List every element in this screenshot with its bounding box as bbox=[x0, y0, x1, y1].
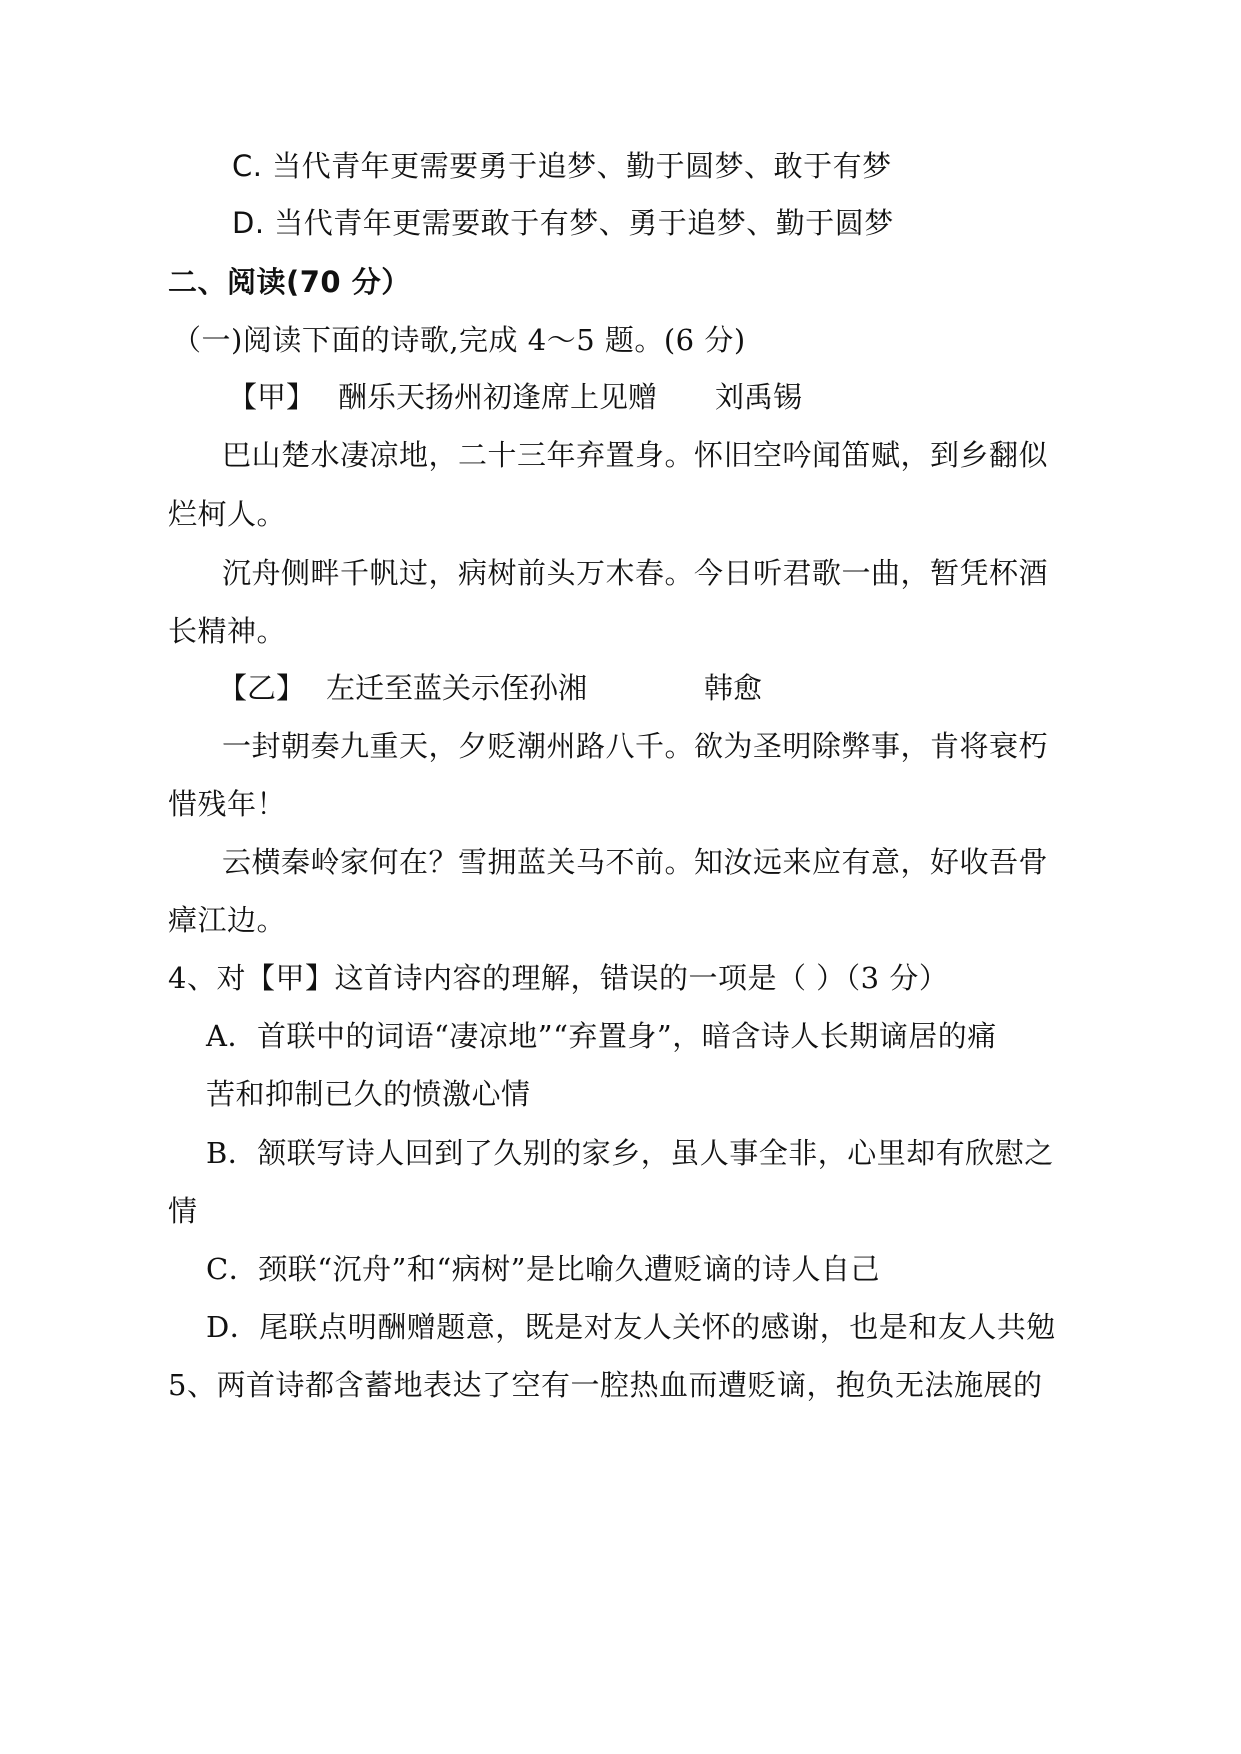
question4-option-c: C．颈联“沉舟”和“病树”是比喻久遭贬谪的诗人自己 bbox=[206, 1252, 880, 1286]
poem-yi-stanza2-line1: 云横秦岭家何在？雪拥蓝关马不前。知汝远来应有意，好收吾骨 bbox=[222, 845, 1049, 879]
subsection-intro: （一)阅读下面的诗歌,完成 4～5 题。(6 分) bbox=[172, 323, 746, 357]
option-c-prev: C. 当代青年更需要勇于追梦、勤于圆梦、敢于有梦 bbox=[232, 149, 892, 183]
question4-option-b-line1: B．颔联写诗人回到了久别的家乡，虽人事全非，心里却有欣慰之 bbox=[206, 1136, 1054, 1170]
poem-jia-stanza2-line1: 沉舟侧畔千帆过，病树前头万木春。今日听君歌一曲，暂凭杯酒 bbox=[222, 556, 1049, 590]
question4-option-d: D．尾联点明酬赠题意，既是对友人关怀的感谢，也是和友人共勉 bbox=[206, 1310, 1056, 1344]
poem-yi-stanza2-line2: 瘴江边。 bbox=[168, 903, 287, 937]
poem-yi-stanza1-line2: 惜残年！ bbox=[168, 787, 287, 821]
poem-jia-marker: 【甲】 bbox=[228, 380, 316, 414]
poem-jia-stanza1-line1: 巴山楚水凄凉地，二十三年弃置身。怀旧空吟闻笛赋，到乡翻似 bbox=[222, 438, 1049, 472]
poem-jia-stanza1-line2: 烂柯人。 bbox=[168, 497, 287, 531]
question4-option-a-line2: 苦和抑制已久的愤激心情 bbox=[206, 1077, 531, 1111]
question4-stem: 4、对【甲】这首诗内容的理解，错误的一项是（ ）（3 分） bbox=[168, 961, 949, 995]
question5-stem: 5、两首诗都含蓄地表达了空有一腔热血而遭贬谪，抱负无法施展的 bbox=[168, 1368, 1043, 1402]
question4-option-a-line1: A．首联中的词语“凄凉地”“弃置身”，暗含诗人长期谪居的痛 bbox=[206, 1019, 997, 1053]
poem-yi-author: 韩愈 bbox=[704, 671, 763, 705]
section-heading: 二、阅读(70 分） bbox=[168, 265, 411, 299]
poem-yi-title: 左迁至蓝关示侄孙湘 bbox=[326, 671, 588, 705]
option-d-prev: D. 当代青年更需要敢于有梦、勇于追梦、勤于圆梦 bbox=[232, 206, 894, 240]
poem-jia-stanza2-line2: 长精神。 bbox=[168, 614, 287, 648]
poem-yi-marker: 【乙】 bbox=[218, 671, 306, 705]
poem-jia-title: 酬乐天扬州初逢席上见赠 bbox=[338, 380, 658, 414]
question4-option-b-line2: 情 bbox=[168, 1194, 198, 1228]
poem-jia-author: 刘禹锡 bbox=[715, 380, 803, 414]
poem-yi-stanza1-line1: 一封朝奏九重天，夕贬潮州路八千。欲为圣明除弊事，肯将衰朽 bbox=[222, 729, 1049, 763]
